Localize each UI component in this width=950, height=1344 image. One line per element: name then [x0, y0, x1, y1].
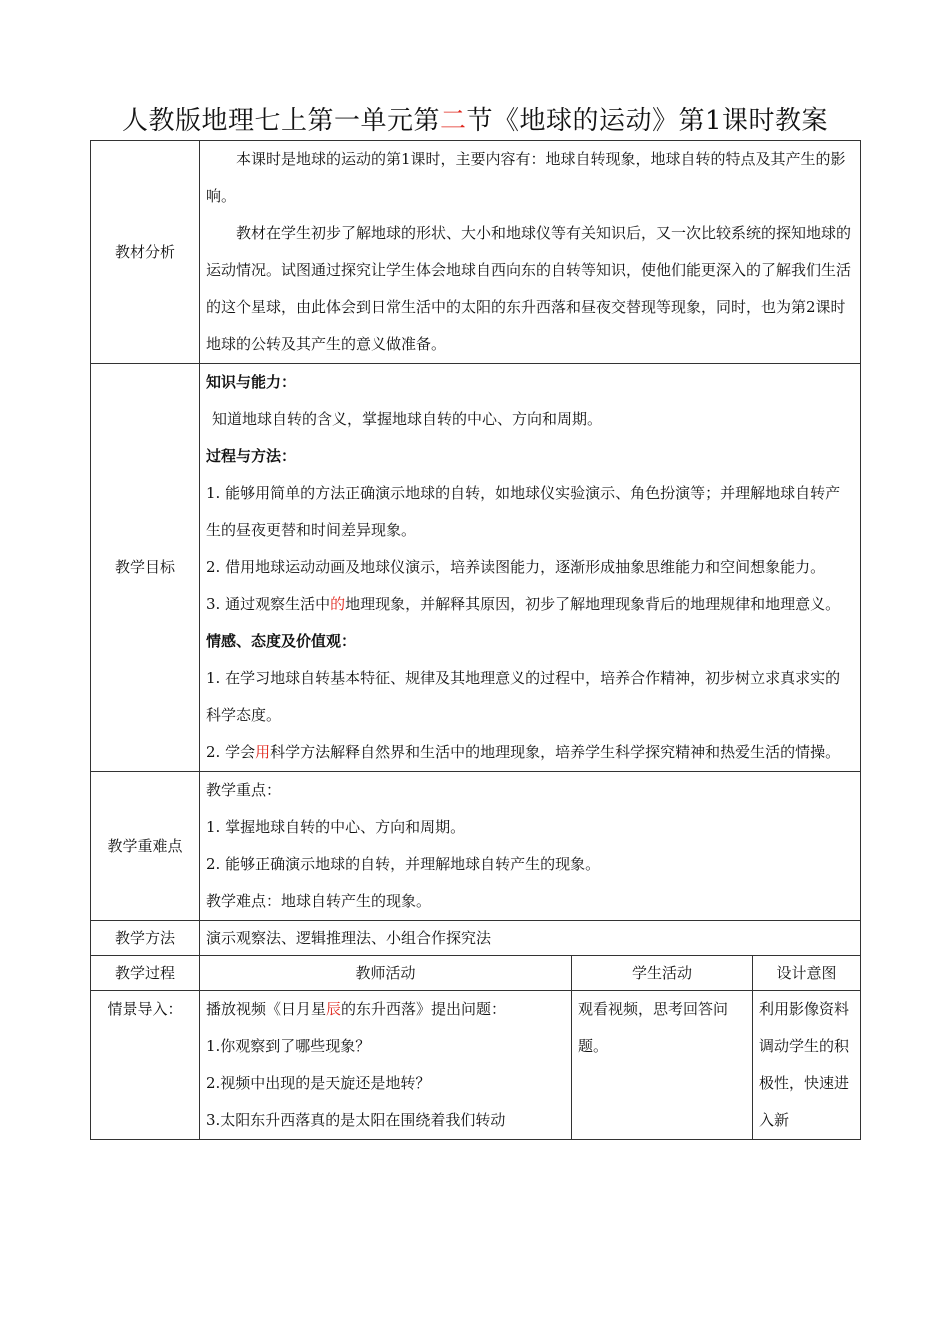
title-part-1: 人教版地理七上第一单元第 [121, 106, 440, 136]
intro-intent: 利用影像资料调动学生的积极性，快速进入新 [753, 991, 861, 1140]
goals-emotion-2-a: 2. 学会 [206, 743, 256, 761]
intro-teacher-line-4: 3.太阳东升西落真的是太阳在围绕着我们转动 [206, 1111, 506, 1129]
row-method [91, 921, 861, 956]
goals-heading-knowledge: 知识与能力： [206, 373, 297, 391]
analysis-paragraph-1: 本课时是地球的运动的第1课时，主要内容有：地球自转现象，地球自转的特点及其产生的影响。 [206, 150, 846, 205]
goals-emotion-2-highlight: 用 [255, 743, 271, 761]
title-part-2: 节《地球的运动》第1课时教案 [466, 106, 829, 136]
intro-teacher-line-3: 2.视频中出现的是天旋还是地转？ [206, 1074, 431, 1092]
keypoints-label: 教学重难点 [91, 772, 200, 921]
goals-emotion-2 [206, 734, 854, 771]
goals-knowledge-text: 知道地球自转的含义，掌握地球自转的中心、方向和周期。 [212, 410, 603, 428]
intro-teacher-line-1-a: 播放视频《日月星 [206, 1000, 327, 1018]
goals-process-1: 1. 能够用简单的方法正确演示地球的自转，如地球仪实验演示、角色扮演等；并理解地球自转产生的昼夜更替和时间差异现象。 [206, 484, 841, 539]
intro-teacher [200, 991, 572, 1140]
keypoints-line-1: 教学重点： [206, 781, 282, 799]
lesson-plan-table [90, 140, 861, 1140]
row-process-header [91, 956, 861, 991]
intro-teacher-line-1 [206, 991, 565, 1028]
goals-emotion-2-b: 科学方法解释自然界和生活中的地理现象，培养学生科学探究精神和热爱生活的情操。 [270, 743, 841, 761]
keypoints-line-4: 教学难点：地球自转产生的现象。 [206, 892, 432, 910]
header-process: 教学过程 [91, 956, 200, 991]
row-keypoints [91, 772, 861, 921]
intro-student: 观看视频，思考回答问题。 [572, 991, 753, 1140]
header-intent: 设计意图 [753, 956, 861, 991]
row-intro [91, 991, 861, 1140]
goals-emotion-1: 1. 在学习地球自转基本特征、规律及其地理意义的过程中，培养合作精神，初步树立求真求实的科学态度。 [206, 669, 841, 724]
goals-process-3-a: 3. 通过观察生活中 [206, 595, 331, 613]
row-goals [91, 364, 861, 772]
intro-teacher-line-1-highlight: 辰 [326, 1000, 342, 1018]
row-analysis [91, 141, 861, 364]
header-student: 学生活动 [572, 956, 753, 991]
goals-process-2: 2. 借用地球运动动画及地球仪演示，培养读图能力，逐渐形成抽象思维能力和空间想象能力。 [206, 558, 826, 576]
intro-teacher-line-1-b: 的东升西落》提出问题： [341, 1000, 507, 1018]
analysis-content [200, 141, 861, 364]
keypoints-line-2: 1. 掌握地球自转的中心、方向和周期。 [206, 818, 466, 836]
keypoints-line-3: 2. 能够正确演示地球的自转，并理解地球自转产生的现象。 [206, 855, 601, 873]
method-value: 演示观察法、逻辑推理法、小组合作探究法 [200, 921, 861, 956]
keypoints-content [200, 772, 861, 921]
goals-process-3-b: 地理现象，并解释其原因，初步了解地理现象背后的地理规律和地理意义。 [345, 595, 841, 613]
goals-process-3 [206, 586, 854, 623]
title-highlight: 二 [439, 106, 467, 136]
method-label: 教学方法 [91, 921, 200, 956]
page-title [0, 100, 950, 137]
intro-stage: 情景导入： [91, 991, 200, 1140]
intro-teacher-line-2: 1.你观察到了哪些现象？ [206, 1037, 371, 1055]
goals-heading-process: 过程与方法： [206, 447, 297, 465]
goals-process-3-highlight: 的 [330, 595, 346, 613]
analysis-paragraph-2: 教材在学生初步了解地球的形状、大小和地球仪等有关知识后，又一次比较系统的探知地球的运动情况。试图通过探究让学生体会地球自西向东的自转等知识，使他们能更深入的了解我们生活的这个星球，由此体会到日常生活中的太阳的东升西落和昼夜交替现等现象，同时，也为第2课时地球的公转及其产生的意义做准备。 [206, 224, 852, 353]
goals-label: 教学目标 [91, 364, 200, 772]
analysis-label: 教材分析 [91, 141, 200, 364]
goals-heading-emotion: 情感、态度及价值观： [206, 632, 357, 650]
goals-content [200, 364, 861, 772]
header-teacher: 教师活动 [200, 956, 572, 991]
